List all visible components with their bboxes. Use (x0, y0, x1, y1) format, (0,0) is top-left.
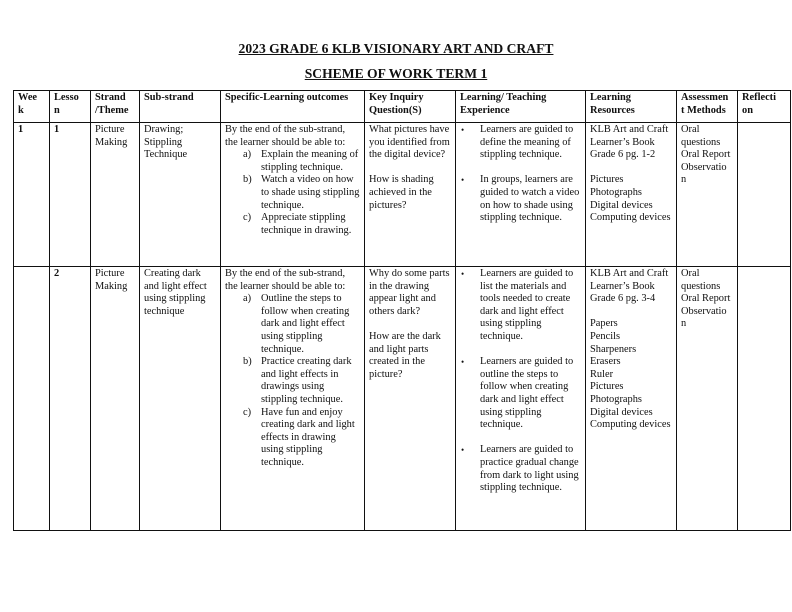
experience-list (460, 124, 581, 225)
assessment-item: Oral Report (681, 149, 731, 161)
table-row (14, 123, 791, 267)
resource-item: Photographs (590, 186, 642, 198)
outcome-marker: a) (243, 149, 252, 161)
document-title: 2023 GRADE 6 KLB VISIONARY ART AND CRAFT (238, 41, 554, 56)
resource-book: KLB Art and Craft Learner’s Book Grade 6 pg. 1-2 (590, 124, 669, 161)
outcomes-intro: By the end of the sub-strand, the learner should be able to: (225, 124, 346, 148)
week-cell (14, 267, 50, 531)
resource-item: Papers (590, 318, 618, 330)
document-subtitle: SCHEME OF WORK TERM 1 (304, 66, 488, 81)
outcome-text: Watch a video on how to shade using stippling technique. (261, 174, 360, 211)
outcomes-cell (221, 267, 365, 531)
experience-item (460, 268, 581, 344)
outcomes-list (225, 149, 360, 237)
teaching-experience-cell (456, 267, 586, 531)
resource-item: Computing devices (590, 212, 671, 224)
header-reflection: Reflecti on (738, 91, 791, 123)
table-row (14, 267, 791, 531)
experience-text: Learners are guided to outline the steps to follow when creating dark and light effect using stippling technique. (480, 356, 574, 431)
header-lesson: Lesso n (50, 91, 91, 123)
experience-item (460, 444, 581, 494)
sub-strand-cell: Drawing; Stippling Technique (140, 123, 221, 267)
outcomes-cell (221, 123, 365, 267)
resource-item: Pencils (590, 330, 621, 342)
bullet-icon: • (461, 175, 465, 186)
outcome-item (243, 407, 360, 470)
header-resources: Learning Resources (586, 91, 677, 123)
strand-cell: Picture Making (91, 123, 140, 267)
inquiry-questions-cell (365, 123, 456, 267)
inquiry-question: How are the dark and light parts created in the picture? (369, 330, 441, 380)
resource-item: Digital devices (590, 406, 653, 418)
reflection-cell[interactable] (738, 267, 791, 531)
resources-cell (586, 267, 677, 531)
assessment-item: Oral Report (681, 293, 731, 305)
resource-item: Pictures (590, 174, 624, 186)
assessment-item: Oral questions (681, 268, 721, 292)
header-teaching-experience: Learning/ Teaching Experience (456, 91, 586, 123)
resource-book: KLB Art and Craft Learner’s Book Grade 6 pg. 3-4 (590, 268, 669, 305)
header-inquiry-questions: Key Inquiry Question(S) (365, 91, 456, 123)
reflection-cell[interactable] (738, 123, 791, 267)
inquiry-question: How is shading achieved in the pictures? (369, 174, 434, 211)
outcome-marker: c) (243, 406, 252, 418)
assessment-cell (677, 267, 738, 531)
outcome-marker: c) (243, 212, 252, 224)
resources-cell (586, 123, 677, 267)
header-strand: Strand /Theme (91, 91, 140, 123)
assessment-item: Observatio n (681, 305, 727, 330)
outcome-item (243, 293, 360, 356)
resource-item: Erasers (590, 356, 621, 368)
bullet-icon: • (461, 269, 465, 279)
lesson-cell: 2 (50, 267, 91, 531)
resource-item: Computing devices (590, 419, 671, 431)
assessment-cell (677, 123, 738, 267)
experience-text: Learners are guided to list the materials and tools needed to create dark and light effect using stippling technique. (480, 268, 574, 342)
resource-item: Photographs (590, 393, 642, 405)
header-assessment: Assessmen t Methods (677, 91, 738, 123)
bullet-icon: • (461, 357, 465, 368)
inquiry-questions-cell (365, 267, 456, 531)
header-sub-strand: Sub-strand (140, 91, 221, 123)
outcomes-intro: By the end of the sub-strand, the learner should be able to: (225, 268, 346, 292)
inquiry-question: What pictures have you identified from the digital device? (369, 124, 450, 161)
outcome-item (243, 149, 360, 174)
outcomes-list (225, 293, 360, 469)
resource-item: Sharpeners (590, 343, 637, 355)
outcome-item (243, 174, 360, 212)
outcome-text: Practice creating dark and light effects in drawings using stippling technique. (261, 356, 352, 405)
inquiry-question: Why do some parts in the drawing appear light and others dark? (369, 268, 450, 317)
header-row (14, 91, 791, 123)
assessment-item: Observatio n (681, 161, 727, 186)
experience-text: Learners are guided to define the meaning of stippling technique. (480, 124, 574, 161)
scheme-of-work-table (13, 90, 791, 531)
outcome-item (243, 356, 360, 406)
outcome-marker: a) (243, 293, 252, 305)
sub-strand-cell: Creating dark and light effect using stippling technique (140, 267, 221, 531)
resource-item: Digital devices (590, 199, 653, 211)
experience-item (460, 356, 581, 432)
resource-item: Ruler (590, 368, 614, 380)
outcome-marker: b) (243, 356, 252, 368)
outcome-item (243, 212, 360, 237)
experience-item (460, 174, 581, 224)
outcome-text: Outline the steps to follow when creating dark and light effect using stippling technique. (261, 293, 350, 355)
header-outcomes: Specific-Learning outcomes (221, 91, 365, 123)
outcome-text: Explain the meaning of stippling technique. (261, 149, 359, 173)
week-cell: 1 (14, 123, 50, 267)
teaching-experience-cell (456, 123, 586, 267)
experience-text: In groups, learners are guided to watch a video on how to shade using stippling technique. (480, 174, 580, 224)
outcome-marker: b) (243, 174, 252, 186)
bullet-icon: • (461, 445, 465, 456)
resource-item: Pictures (590, 381, 624, 393)
experience-item (460, 124, 581, 162)
assessment-item: Oral questions (681, 124, 721, 148)
bullet-icon: • (461, 125, 465, 135)
experience-list (460, 268, 581, 495)
experience-text: Learners are guided to practice gradual change from dark to light using stippling technique. (480, 444, 579, 494)
outcome-text: Appreciate stippling technique in drawing. (261, 212, 352, 236)
outcome-text: Have fun and enjoy creating dark and light effects in drawing using stippling technique. (261, 406, 355, 468)
lesson-cell: 1 (50, 123, 91, 267)
strand-cell: Picture Making (91, 267, 140, 531)
header-week: Wee k (14, 91, 50, 123)
